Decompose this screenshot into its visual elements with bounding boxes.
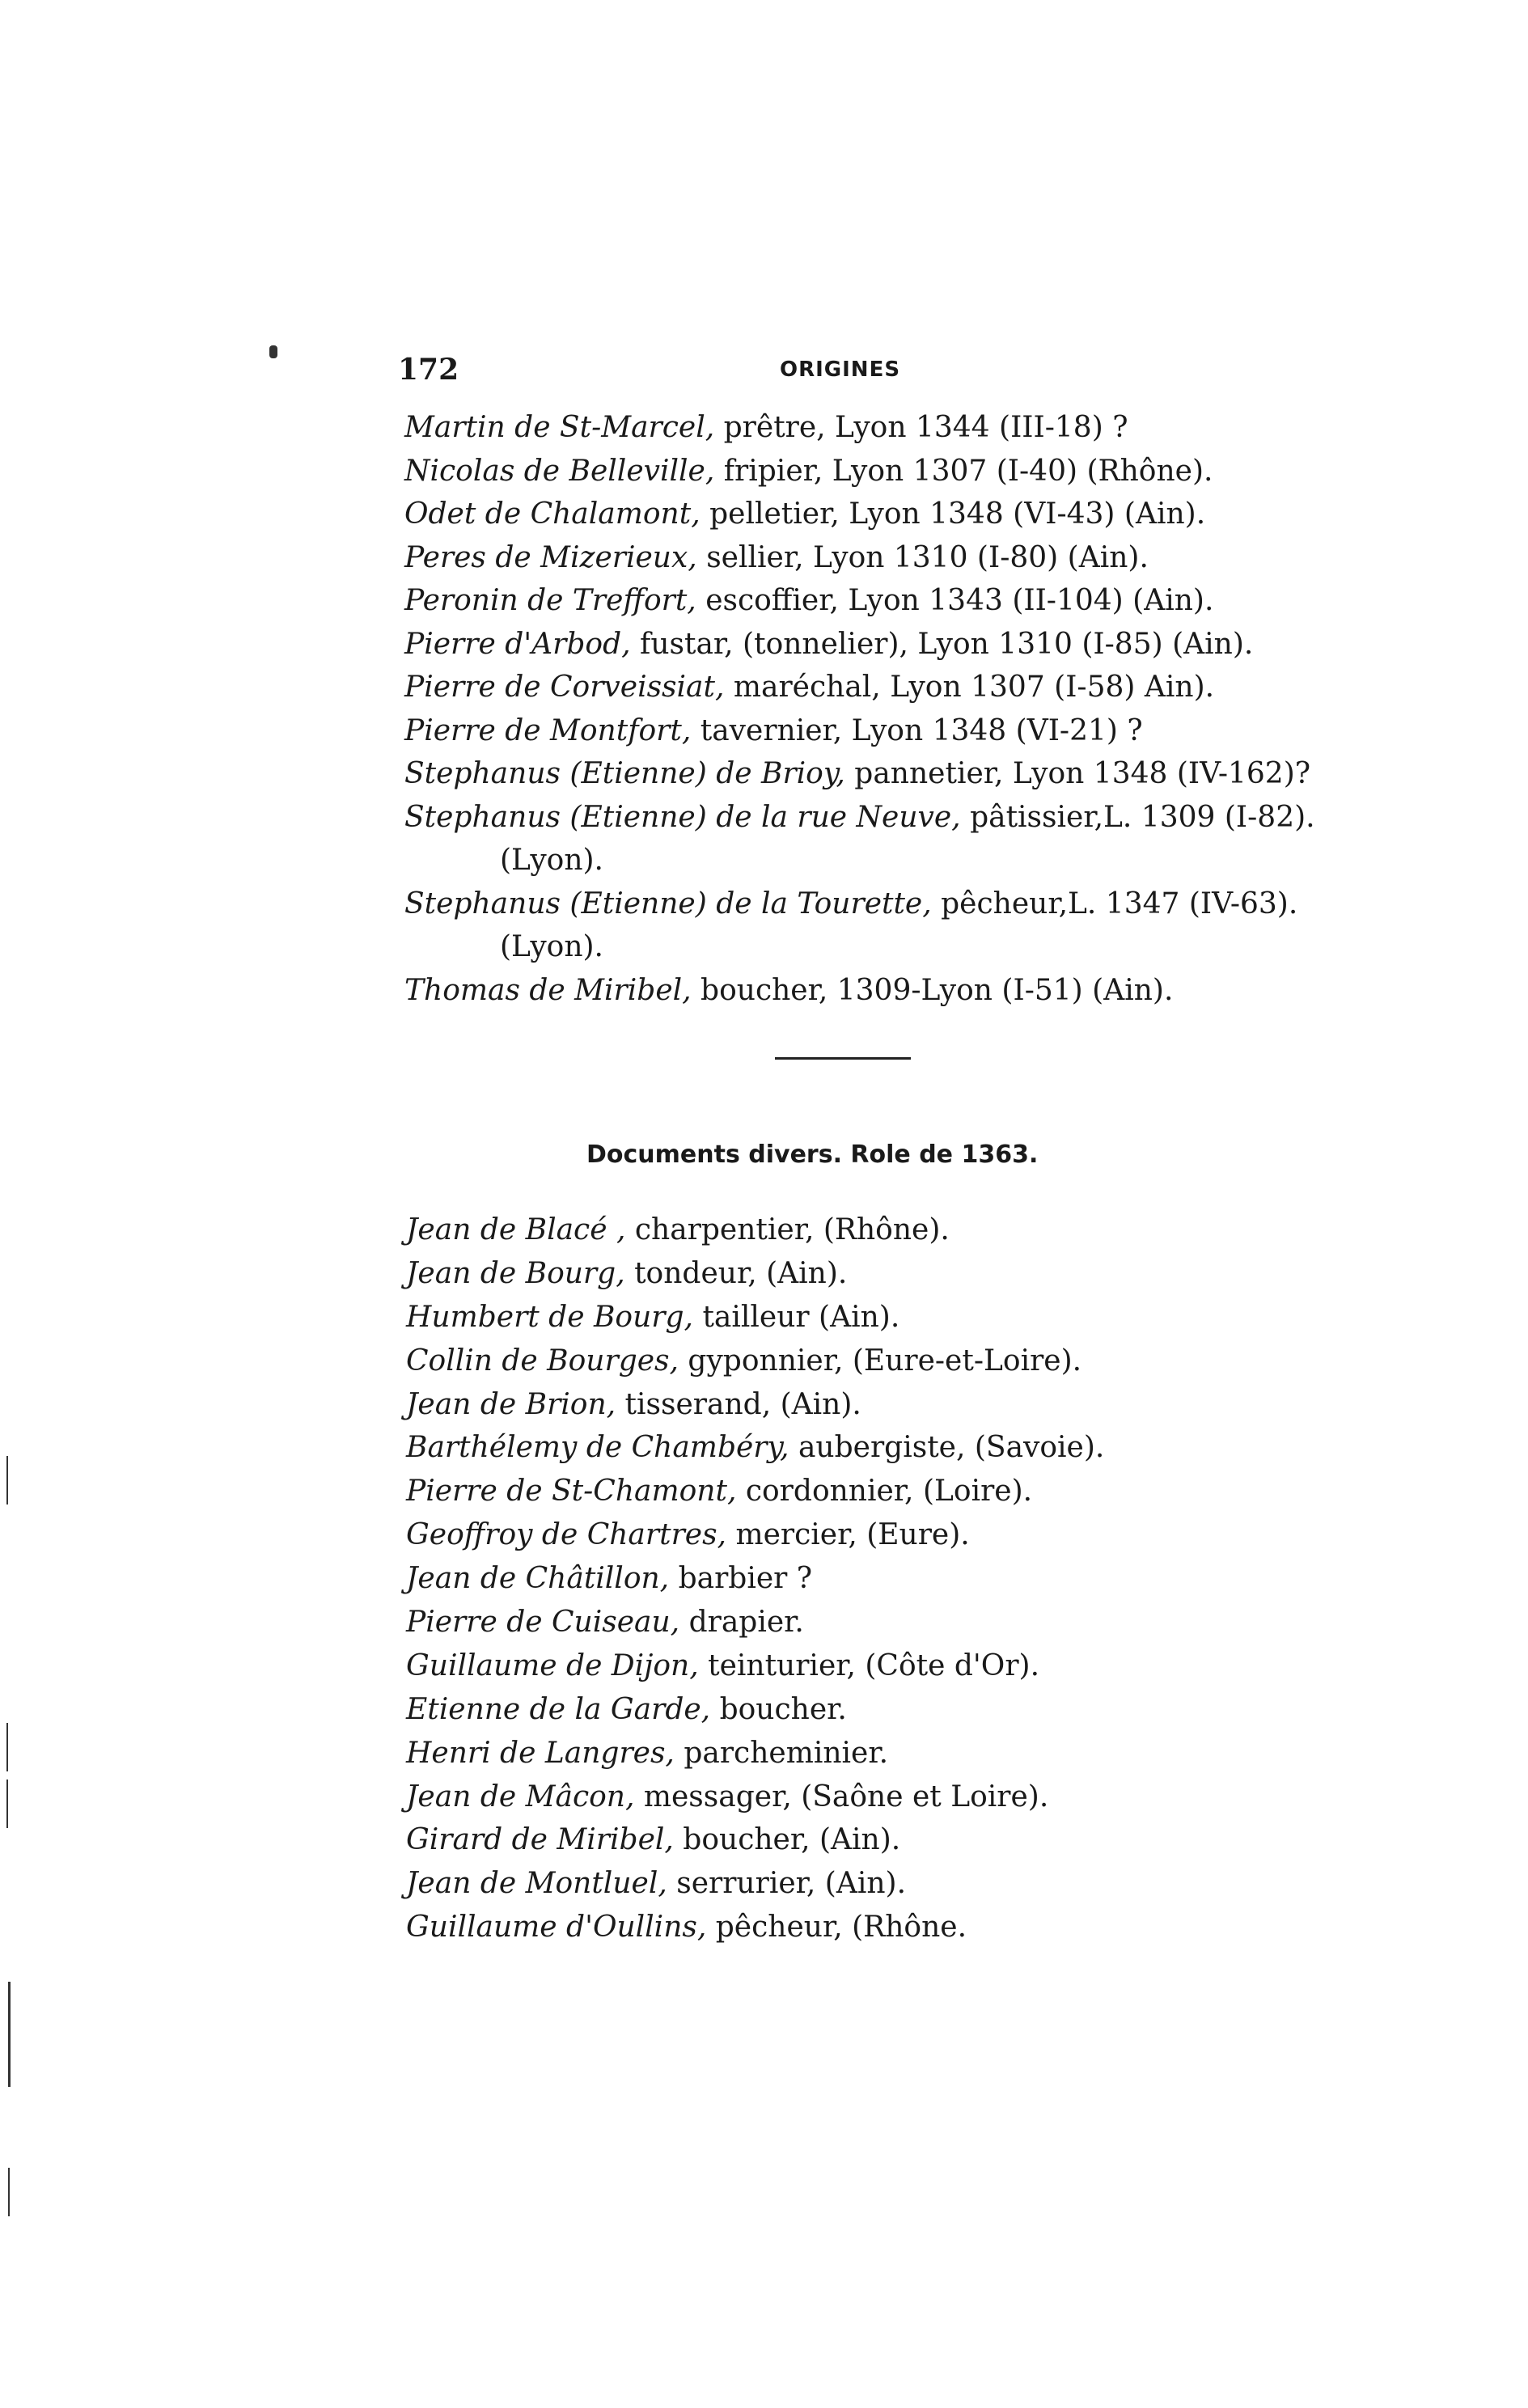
list-item: Odet de Chalamont, pelletier, Lyon 1348 (VI-43) (Ain).: [404, 497, 1206, 531]
list-item: Pierre de Corveissiat, maréchal, Lyon 1307 (I-58) Ain).: [404, 671, 1215, 704]
page-header: [398, 353, 1207, 401]
list-item: Jean de Montluel, serrurier, (Ain).: [406, 1867, 907, 1901]
scan-margin-line: [6, 1456, 8, 1504]
scan-margin-line: [8, 2168, 10, 2216]
list-item: Humbert de Bourg, tailleur (Ain).: [406, 1300, 900, 1334]
entries-list: [404, 406, 1416, 1012]
list-item: Jean de Châtillon, barbier ?: [406, 1562, 813, 1596]
list-item: Guillaume de Dijon, teinturier, (Côte d'Or).: [406, 1648, 1040, 1682]
list-item: Etienne de la Garde, boucher.: [406, 1692, 847, 1726]
list-item: Pierre de St-Chamont, cordonnier, (Loire).: [406, 1475, 1033, 1509]
section-divider: [775, 1057, 911, 1060]
section-heading: Documents divers. Role de 1363.: [586, 1141, 1039, 1169]
list-item: Jean de Brion, tisserand, (Ain).: [406, 1387, 861, 1421]
list-item: Thomas de Miribel, boucher, 1309-Lyon (I-51) (Ain).: [404, 973, 1174, 1007]
scan-margin-line: [8, 1982, 11, 2087]
list-item: Martin de St-Marcel, prêtre, Lyon 1344 (III-18) ?: [404, 411, 1128, 444]
list-item: Peres de Mizerieux, sellier, Lyon 1310 (I-80) (Ain).: [404, 540, 1149, 574]
list-item: Pierre de Cuiseau, drapier.: [406, 1606, 804, 1640]
list-item: Henri de Langres, parcheminier.: [406, 1736, 889, 1770]
list-item: Collin de Bourges, gyponnier, (Eure-et-Loire).: [406, 1344, 1082, 1378]
scan-speck: [269, 345, 277, 358]
list-item: Pierre de Montfort, tavernier, Lyon 1348 (VI-21) ?: [404, 713, 1143, 747]
list-item: Barthélemy de Chambéry, aubergiste, (Savoie).: [406, 1431, 1105, 1465]
list-item: Peronin de Treffort, escoffier, Lyon 1343 (II-104) (Ain).: [404, 584, 1214, 617]
list-item-continuation: (Lyon).: [500, 844, 604, 877]
running-title: ORIGINES: [780, 358, 901, 382]
scan-margin-line: [6, 1780, 8, 1828]
list-item: Stephanus (Etienne) de la rue Neuve, pâtissier,L. 1309 (I-82).: [404, 800, 1315, 834]
page-number: 172: [398, 353, 459, 387]
list-item: Jean de Blacé , charpentier, (Rhône).: [406, 1213, 950, 1246]
list-item: Nicolas de Belleville, fripier, Lyon 1307 (I-40) (Rhône).: [404, 454, 1213, 488]
list-item: Stephanus (Etienne) de Brioy, pannetier, Lyon 1348 (IV-162)?: [404, 757, 1311, 790]
scan-margin-line: [6, 1723, 8, 1771]
list-item: Jean de Bourg, tondeur, (Ain).: [406, 1256, 848, 1290]
list-item: Stephanus (Etienne) de la Tourette, pêcheur,L. 1347 (IV-63).: [404, 887, 1298, 920]
list-item-continuation: (Lyon).: [500, 930, 604, 963]
list-item: Jean de Mâcon, messager, (Saône et Loire).: [406, 1780, 1049, 1813]
list-item: Geoffroy de Chartres, mercier, (Eure).: [406, 1518, 970, 1552]
list-item: Pierre d'Arbod, fustar, (tonnelier), Lyon 1310 (I-85) (Ain).: [404, 627, 1254, 661]
role-1363-list: [406, 1208, 1417, 1949]
list-item: Girard de Miribel, boucher, (Ain).: [406, 1823, 901, 1857]
list-item: Guillaume d'Oullins, pêcheur, (Rhône.: [406, 1911, 967, 1945]
